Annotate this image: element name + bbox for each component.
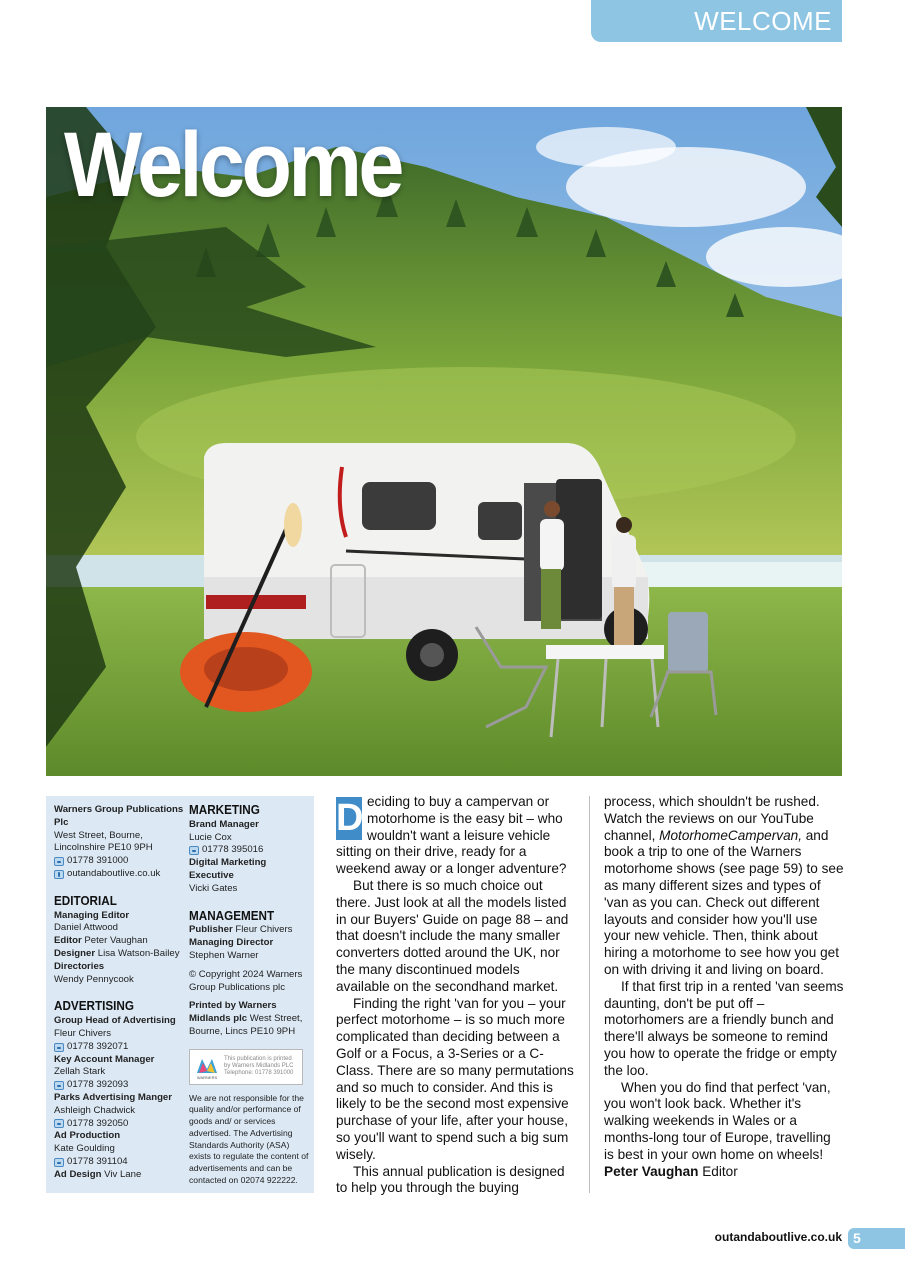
web-icon: [54, 870, 64, 879]
parks-name: Ashleigh Chadwick: [54, 1104, 136, 1116]
ad-production-phone: 01778 391104: [54, 1156, 186, 1169]
phone-icon: [54, 1043, 64, 1052]
svg-text:WARNERS: WARNERS: [196, 1074, 218, 1080]
publisher-line: Publisher Fleur Chivers: [189, 924, 293, 936]
kam-phone: 01778 392093: [54, 1079, 186, 1092]
disclaimer: We are not responsible for the quality and/or performance of goods and/ or services advertised. The Advertising Standards Authority (ASA) exists to regulate the content of advertisements and can be contacted on 02074 922222.: [189, 1092, 309, 1185]
article-column-1: [336, 794, 577, 1197]
phone-icon: [54, 1081, 64, 1090]
ad-head-phone: 01778 392071: [54, 1041, 186, 1054]
editor-line: Editor Peter Vaughan: [54, 935, 148, 947]
section-label: WELCOME: [694, 5, 832, 36]
directories-name: Wendy Pennycook: [54, 973, 134, 985]
kam-name: Zellah Stark: [54, 1066, 106, 1078]
article-paragraph-2: But there is so much choice out there. Just look at all the models listed in our Buyers' Guide on page 88 – and that doesn't include the many smaller converters dotted around the UK, nor the many discontinued models available on the secondhand market.: [336, 877, 569, 994]
marketing-heading: MARKETING: [189, 802, 260, 817]
column-divider: [589, 796, 590, 1193]
hero-photo: [38, 107, 842, 776]
hero-title: Welcome: [64, 114, 401, 216]
article-paragraph-1: D eciding to buy a campervan or motorhome is the easy bit – who wouldn't want a leisure vehicle sitting on their drive, ready for a weekend away or a longer adventure?: [336, 794, 567, 877]
phone-icon: [54, 1158, 64, 1167]
editorial-heading: EDITORIAL: [54, 892, 117, 908]
managing-editor-label: Managing Editor: [54, 909, 130, 921]
phone-icon: [54, 1119, 64, 1128]
designer-line: Designer Lisa Watson-Bailey: [54, 947, 180, 959]
brand-manager-name: Lucie Cox: [189, 831, 232, 843]
management-heading: MANAGEMENT: [189, 907, 275, 923]
brand-manager-phone: 01778 395016: [189, 844, 311, 857]
warners-press-logo: [194, 1053, 220, 1081]
directories-label: Directories: [54, 960, 105, 972]
masthead-left-column: [54, 804, 186, 1182]
managing-editor-name: Daniel Attwood: [54, 922, 118, 934]
printer-line: Printed by Warners Midlands plc West Street, Bourne, Lincs PE10 9PH: [189, 1000, 303, 1037]
masthead-right-column: [189, 804, 311, 1186]
photo-credit: Globebus: [38, 708, 48, 747]
ad-head-label: Group Head of Advertising: [54, 1015, 176, 1027]
parks-label: Parks Advertising Manger: [54, 1091, 173, 1103]
drop-cap: D: [336, 797, 364, 839]
article-paragraph-5: If that first trip in a rented 'van seems daunting, don't be put off – motorhomers are a friendly bunch and there'll always be someone to remind you how to operate the fridge or empty the loo.: [604, 978, 844, 1078]
ad-production-label: Ad Production: [54, 1130, 121, 1142]
article-paragraph-4: process, which shouldn't be rushed. Watch the reviews on our YouTube channel, MotorhomeCampervan, and book a trip to one of the Warners motorhome shows (see page 59) to see as many different sizes and types of 'van as you can. Check out different layouts and consider how you'll use your new vehicle. Then, think about hiring a motorhome to see how you get on with driving it and living on board.: [604, 794, 844, 977]
advertising-heading: ADVERTISING: [54, 998, 134, 1014]
ad-design-line: Ad Design Viv Lane: [54, 1168, 142, 1180]
youtube-channel-name[interactable]: MotorhomeCampervan,: [659, 827, 802, 843]
publisher-address: West Street, Bourne, Lincolnshire PE10 9PH: [54, 829, 153, 854]
phone-icon: [189, 846, 199, 855]
digital-marketing-name: Vicki Gates: [189, 882, 238, 894]
article-paragraph-4-start: This annual publication is designed to help you through the buying: [336, 1163, 565, 1196]
ad-production-name: Kate Goulding: [54, 1143, 115, 1155]
publisher-phone: 01778 391000: [54, 855, 186, 868]
ad-head-name: Fleur Chivers: [54, 1027, 112, 1039]
footer-url[interactable]: outandaboutlive.co.uk: [714, 1230, 842, 1244]
managing-director-name: Stephen Warner: [189, 949, 259, 961]
article-paragraph-3: Finding the right 'van for you – your perfect motorhome – is so much more complicated than deciding between a Golf or a Focus, a 3-Series or a C-Class. There are so many permutations and so much to consider. And this is likely to be the second most expensive purchase of your life, after your house, so you'll want to spend such a big sum wisely.: [336, 995, 574, 1162]
signoff: Peter Vaughan Editor: [604, 1163, 738, 1179]
phone-icon: [54, 857, 64, 866]
printer-badge-text: This publication is printed by Warners Midlands PLC Telephone: 01778 391000: [224, 1056, 294, 1077]
parks-phone: 01778 392050: [54, 1118, 186, 1131]
digital-marketing-label: Digital Marketing Executive: [189, 857, 267, 881]
kam-label: Key Account Manager: [54, 1053, 155, 1065]
copyright: © Copyright 2024 Warners Group Publications plc: [189, 968, 303, 993]
publisher-name: Warners Group Publications Plc: [54, 804, 184, 828]
masthead-panel: [46, 796, 314, 1193]
page-number: 5: [848, 1228, 905, 1249]
brand-manager-label: Brand Manager: [189, 818, 259, 830]
article-column-2: [604, 794, 844, 1180]
publisher-website[interactable]: outandaboutlive.co.uk: [54, 868, 186, 881]
printer-badge: [189, 1049, 303, 1085]
managing-director-label: Managing Director: [189, 937, 274, 949]
section-tab: [591, 0, 842, 42]
article-paragraph-6: When you do find that perfect 'van, you won't look back. Whether it's walking weekends in Wales or a months-long tour of Europe, travelling is best in your own home on wheels!: [604, 1079, 831, 1162]
